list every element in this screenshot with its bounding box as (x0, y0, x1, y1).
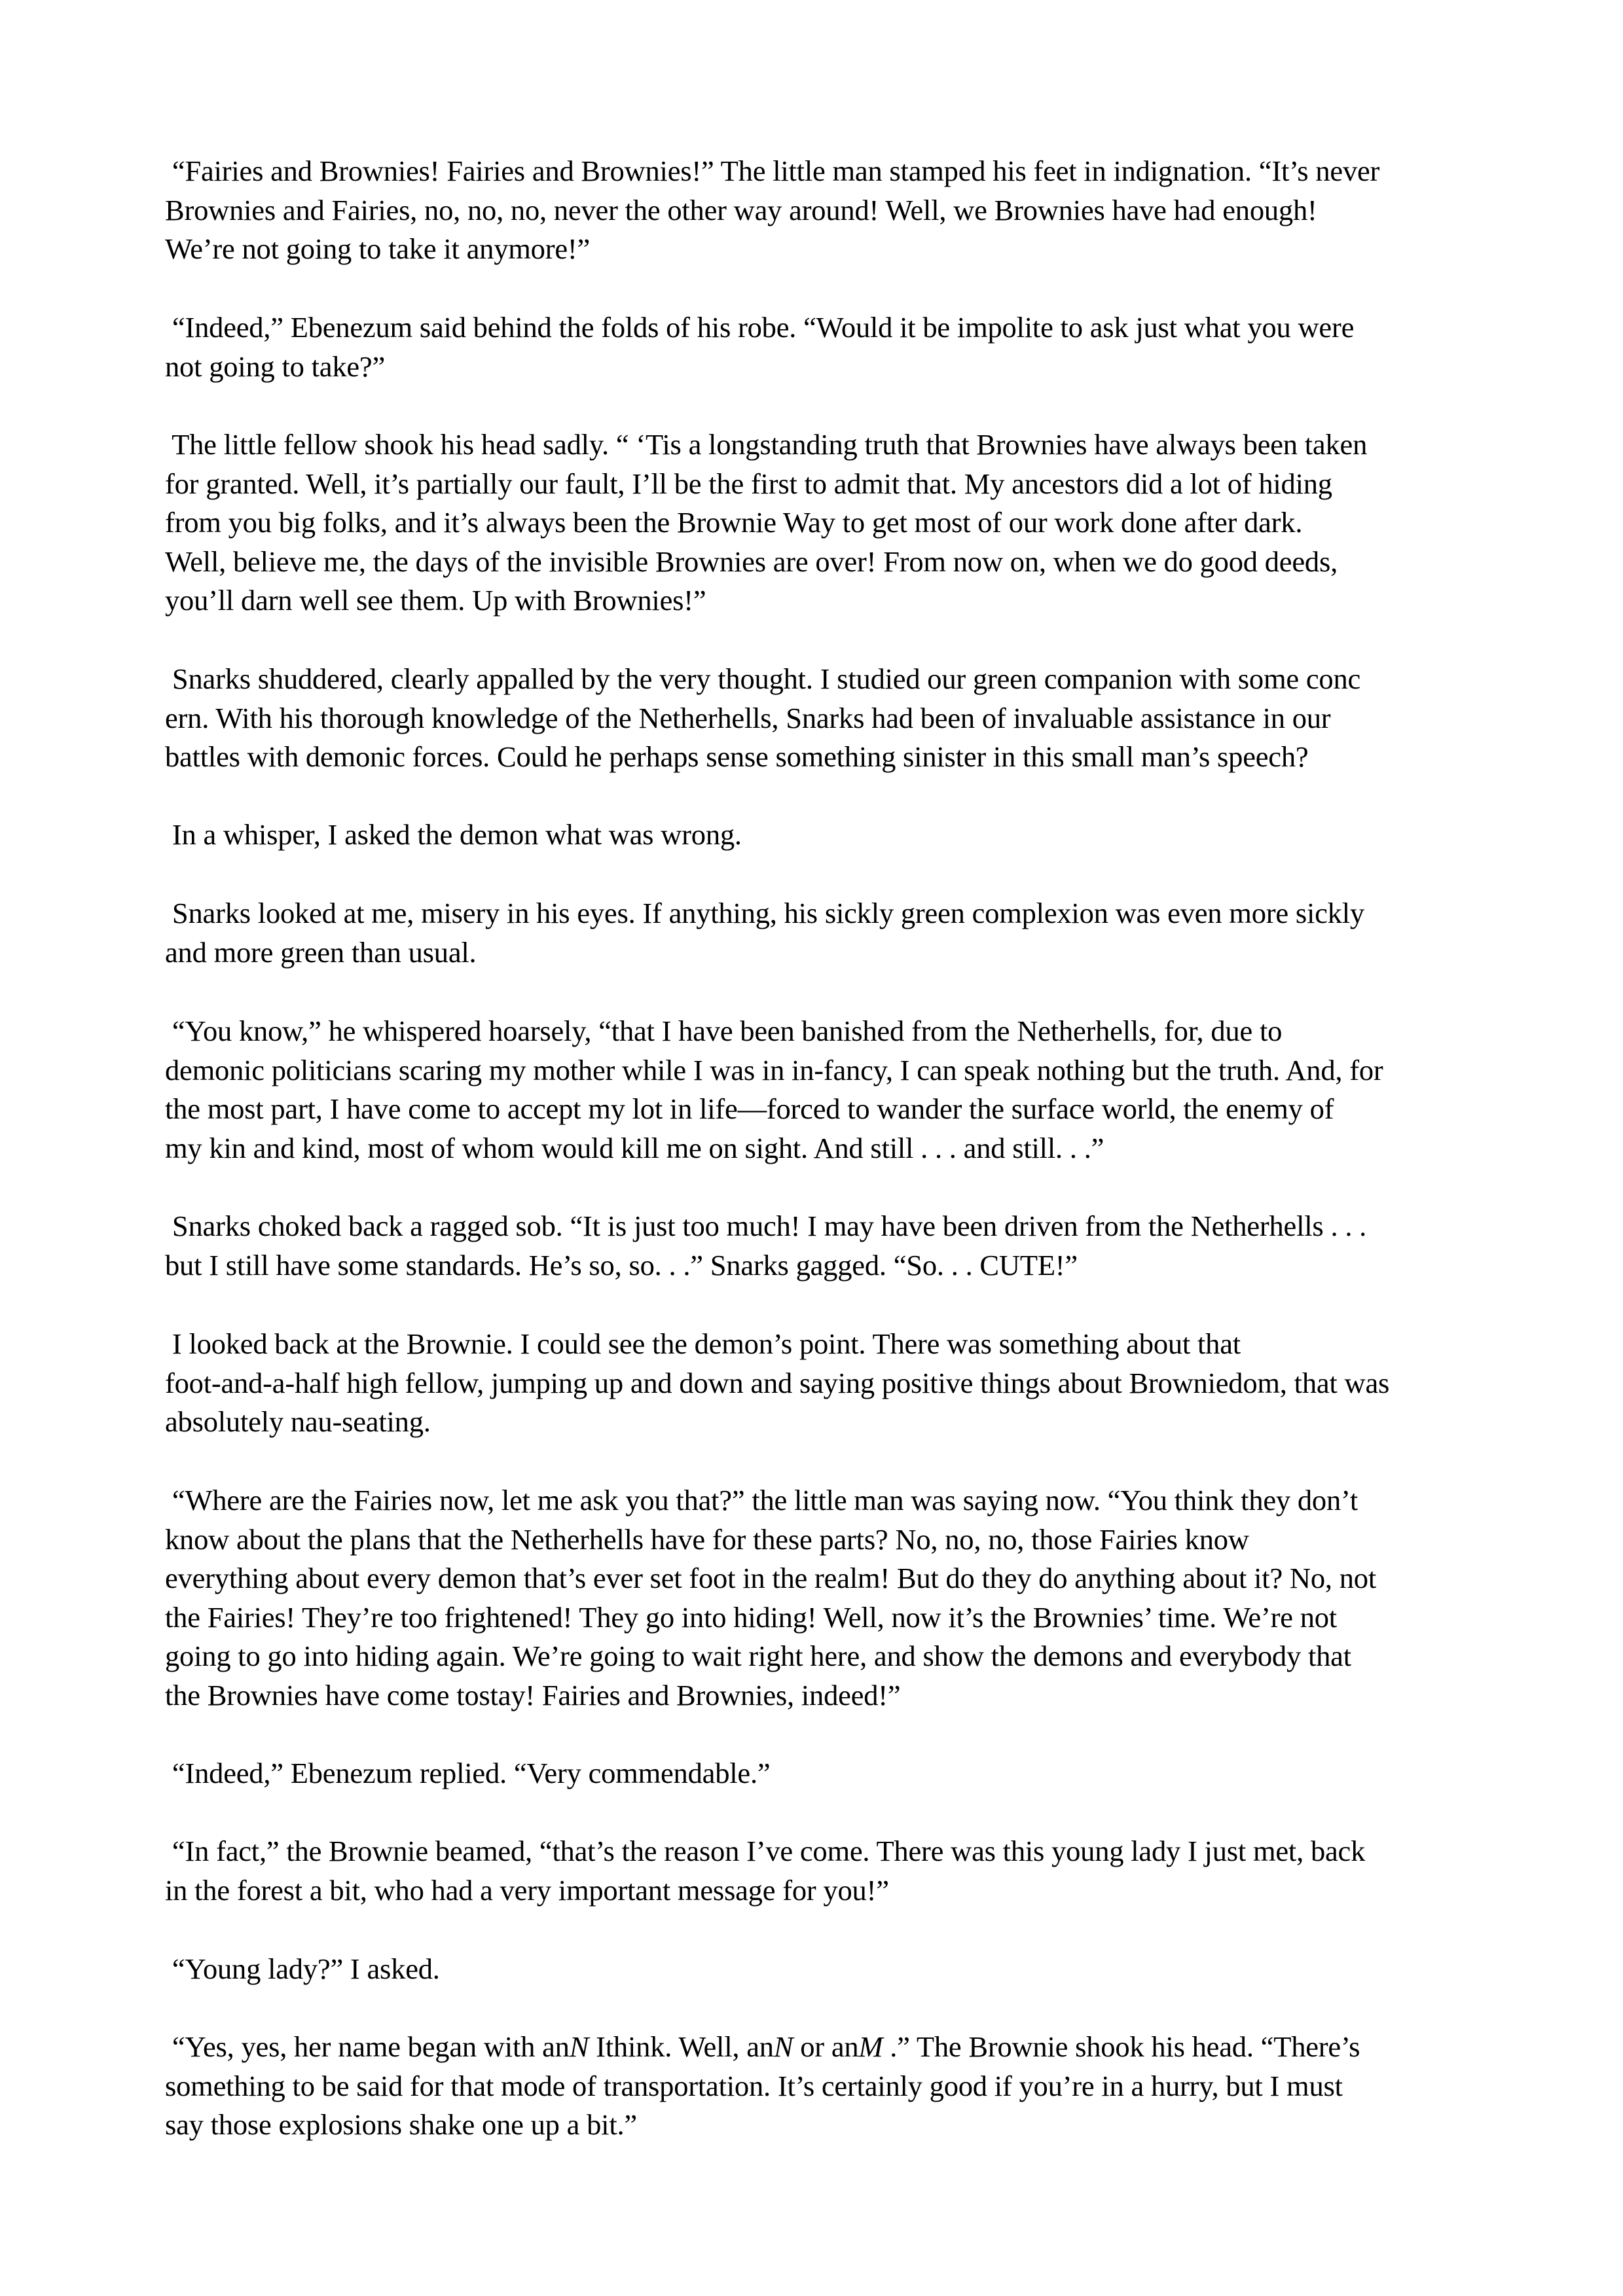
text-line: the Brownies have come tostay! Fairies and Brownies, indeed!” (165, 1678, 901, 1712)
paragraph-14 (165, 2028, 1468, 2145)
paragraph-6 (165, 894, 1468, 972)
text-line: “Indeed,” Ebenezum replied. “Very commendable.” (165, 1757, 771, 1789)
text-line: “Young lady?” I asked. (165, 1952, 440, 1985)
text-line: Brownies and Fairies, no, no, no, never the other way around! Well, we Brownies have had enough! (165, 193, 1317, 226)
text-line: in the forest a bit, who had a very important message for you!” (165, 1873, 889, 1907)
text-line: going to go into hiding again. We’re going to wait right here, and show the demons and everybody that (165, 1640, 1351, 1672)
text-line: battles with demonic forces. Could he perhaps sense something sinister in this small man’s speech? (165, 740, 1309, 773)
text-line: not going to take?” (165, 350, 386, 383)
text-line: something to be said for that mode of transportation. It’s certainly good if you’re in a hurry, but I must (165, 2069, 1343, 2102)
text-line: know about the plans that the Netherhells have for these parts? No, no, no, those Fairies know (165, 1522, 1249, 1556)
text-line: Snarks shuddered, clearly appalled by the very thought. I studied our green companion with some conc (165, 662, 1361, 695)
text-line: the Fairies! They’re too frightened! They go into hiding! Well, now it’s the Brownies’ time. We’re not (165, 1600, 1337, 1634)
text-line: and more green than usual. (165, 935, 477, 969)
text-run: “Yes, yes, her name began with an (165, 2030, 570, 2063)
text-line: The little fellow shook his head sadly. “ ‘Tis a longstanding truth that Brownies have always been taken (165, 428, 1368, 461)
text-line: ern. With his thorough knowledge of the Netherhells, Snarks had been of invaluable assistance in our (165, 701, 1331, 734)
text-line: but I still have some standards. He’s so, so. . .” Snarks gagged. “So. . . CUTE!” (165, 1248, 1078, 1282)
text-line: “Indeed,” Ebenezum said behind the folds of his robe. “Would it be impolite to ask just what you were (165, 311, 1355, 344)
text-line: the most part, I have come to accept my lot in life—forced to wander the surface world, the enemy of (165, 1092, 1334, 1125)
paragraph-9 (165, 1325, 1468, 1442)
paragraph-1 (165, 152, 1468, 269)
text-run: or an (793, 2030, 859, 2063)
paragraph-13 (165, 1950, 1468, 1989)
paragraph-2 (165, 308, 1468, 386)
text-line: foot-and-a-half high fellow, jumping up and down and saying positive things about Browniedom, that was (165, 1366, 1390, 1399)
paragraph-5 (165, 816, 1468, 855)
text-line: Well, believe me, the days of the invisible Brownies are over! From now on, when we do good deeds, (165, 545, 1338, 578)
text-line: “Fairies and Brownies! Fairies and Brownies!” The little man stamped his feet in indignation. “It’s never (165, 154, 1380, 187)
text-run: .” The Brownie shook his head. “There’s (883, 2030, 1360, 2063)
text-line: In a whisper, I asked the demon what was wrong. (165, 818, 742, 851)
text-line: everything about every demon that’s ever set foot in the realm! But do they do anything about it? No, not (165, 1562, 1377, 1594)
paragraph-7 (165, 1012, 1468, 1168)
text-line: Snarks choked back a ragged sob. “It is just too much! I may have been driven from the Netherhells . . . (165, 1210, 1367, 1242)
italic-letter: N (773, 2030, 793, 2063)
text-line: We’re not going to take it anymore!” (165, 232, 591, 265)
text-line: “You know,” he whispered hoarsely, “that I have been banished from the Netherhells, for, due to (165, 1014, 1283, 1047)
text-line: “Where are the Fairies now, let me ask you that?” the little man was saying now. “You think they don’t (165, 1484, 1359, 1516)
italic-letter: N (569, 2030, 589, 2063)
text-line: for granted. Well, it’s partially our fault, I’ll be the first to admit that. My ancestors did a lot of hiding (165, 467, 1332, 500)
text-line: demonic politicians scaring my mother while I was in in-fancy, I can speak nothing but the truth. And, for (165, 1053, 1383, 1086)
text-line: you’ll darn well see them. Up with Brownies!” (165, 584, 706, 617)
text-line: say those explosions shake one up a bit.” (165, 2108, 637, 2141)
text-line: “In fact,” the Brownie beamed, “that’s the reason I’ve come. There was this young lady I just met, back (165, 1835, 1366, 1867)
paragraph-11 (165, 1754, 1468, 1793)
paragraph-10 (165, 1481, 1468, 1715)
italic-letter: M (858, 2030, 883, 2063)
text-run: Ithink. Well, an (589, 2030, 774, 2063)
text-line: my kin and kind, most of whom would kill me on sight. And still . . . and still. . .” (165, 1131, 1104, 1164)
text-line: from you big folks, and it’s always been the Brownie Way to get most of our work done after dark. (165, 506, 1303, 539)
paragraph-3 (165, 425, 1468, 620)
text-line: absolutely nau-seating. (165, 1405, 431, 1438)
paragraph-8 (165, 1207, 1468, 1285)
paragraph-12 (165, 1832, 1468, 1910)
text-line (165, 2028, 1468, 2067)
text-line: Snarks looked at me, misery in his eyes. If anything, his sickly green complexion was even more sickly (165, 897, 1364, 929)
text-line: I looked back at the Brownie. I could see the demon’s point. There was something about that (165, 1327, 1241, 1360)
paragraph-4 (165, 660, 1468, 777)
